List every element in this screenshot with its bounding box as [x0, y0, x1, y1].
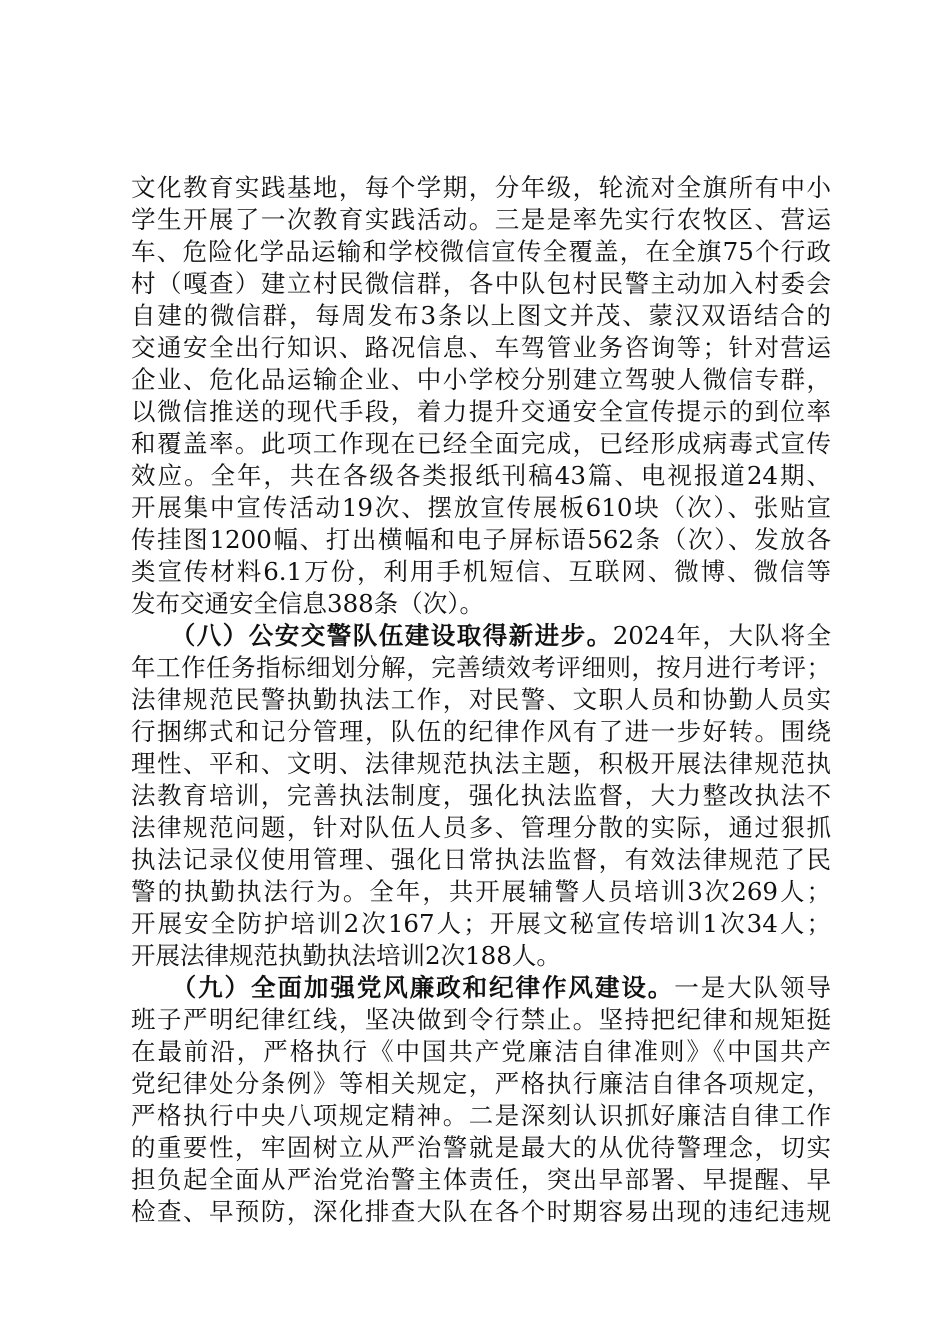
paragraph-publicity	[131, 172, 831, 620]
text-line: 类宣传材料6.1万份，利用手机短信、互联网、微博、微信等	[131, 557, 831, 586]
text-line: 开展集中宣传活动19次、摆放宣传展板610块（次）、张贴宣	[131, 493, 831, 522]
text-line: 行捆绑式和记分管理，队伍的纪律作风有了进一步好转。围绕	[131, 717, 831, 746]
text-fragment: 2024年，大队将全	[612, 621, 832, 650]
text-line: 以微信推送的现代手段，着力提升交通安全宣传提示的到位率	[131, 397, 831, 426]
document-body	[131, 172, 831, 1228]
section-heading-9: （九）全面加强党风廉政和纪律作风建设。	[183, 973, 675, 1002]
text-line: 效应。全年，共在各级各类报纸刊稿43篇、电视报道24期、	[131, 461, 831, 490]
text-line: 开展安全防护培训2次167人；开展文秘宣传培训1次34人；	[131, 909, 831, 938]
text-line: 的重要性，牢固树立从严治警就是最大的从优待警理念，切实	[131, 1133, 831, 1162]
text-line: 党纪律处分条例》等相关规定，严格执行廉洁自律各项规定，	[131, 1069, 831, 1098]
text-line: 法教育培训，完善执法制度，强化执法监督，大力整改执法不	[131, 781, 831, 810]
text-line: 车、危险化学品运输和学校微信宣传全覆盖，在全旗75个行政	[131, 237, 831, 266]
paragraph-first-line	[131, 972, 831, 1004]
paragraph-discipline	[131, 972, 831, 1228]
text-line: 和覆盖率。此项工作现在已经全面完成，已经形成病毒式宣传	[131, 429, 831, 458]
text-line: 开展法律规范执勤执法培训2次188人。	[131, 941, 561, 970]
text-line: 班子严明纪律红线，坚决做到令行禁止。坚持把纪律和规矩挺	[131, 1005, 831, 1034]
text-line: 村（嘎查）建立村民微信群，各中队包村民警主动加入村委会	[131, 269, 831, 298]
text-line: 企业、危化品运输企业、中小学校分别建立驾驶人微信专群，	[131, 365, 831, 394]
section-heading-8: （八）公安交警队伍建设取得新进步。	[183, 621, 613, 650]
indent-spacer	[131, 621, 183, 650]
text-line: 年工作任务指标细划分解，完善绩效考评细则，按月进行考评；	[131, 653, 831, 682]
text-line: 文化教育实践基地，每个学期，分年级，轮流对全旗所有中小	[131, 173, 831, 202]
paragraph-team-building	[131, 620, 831, 972]
text-line: 学生开展了一次教育实践活动。三是是率先实行农牧区、营运	[131, 205, 831, 234]
text-line: 在最前沿，严格执行《中国共产党廉洁自律准则》《中国共产	[131, 1037, 831, 1066]
text-line: 执法记录仪使用管理、强化日常执法监督，有效法律规范了民	[131, 845, 831, 874]
text-line: 法律规范问题，针对队伍人员多、管理分散的实际，通过狠抓	[131, 813, 831, 842]
text-line: 检查、早预防，深化排查大队在各个时期容易出现的违纪违规	[131, 1197, 831, 1226]
text-line: 严格执行中央八项规定精神。二是深刻认识抓好廉洁自律工作	[131, 1101, 831, 1130]
paragraph-first-line	[131, 620, 831, 652]
text-line: 法律规范民警执勤执法工作，对民警、文职人员和协勤人员实	[131, 685, 831, 714]
text-line: 理性、平和、文明、法律规范执法主题，积极开展法律规范执	[131, 749, 831, 778]
text-line: 发布交通安全信息388条（次）。	[131, 589, 485, 618]
indent-spacer	[131, 973, 184, 1002]
text-line: 传挂图1200幅、打出横幅和电子屏标语562条（次）、发放各	[131, 525, 831, 554]
text-line: 自建的微信群，每周发布3条以上图文并茂、蒙汉双语结合的	[131, 301, 831, 330]
text-fragment: 一是大队领导	[674, 973, 832, 1002]
text-line: 交通安全出行知识、路况信息、车驾管业务咨询等；针对营运	[131, 333, 831, 362]
text-line: 警的执勤执法行为。全年，共开展辅警人员培训3次269人；	[131, 877, 831, 906]
text-line: 担负起全面从严治党治警主体责任，突出早部署、早提醒、早	[131, 1165, 831, 1194]
